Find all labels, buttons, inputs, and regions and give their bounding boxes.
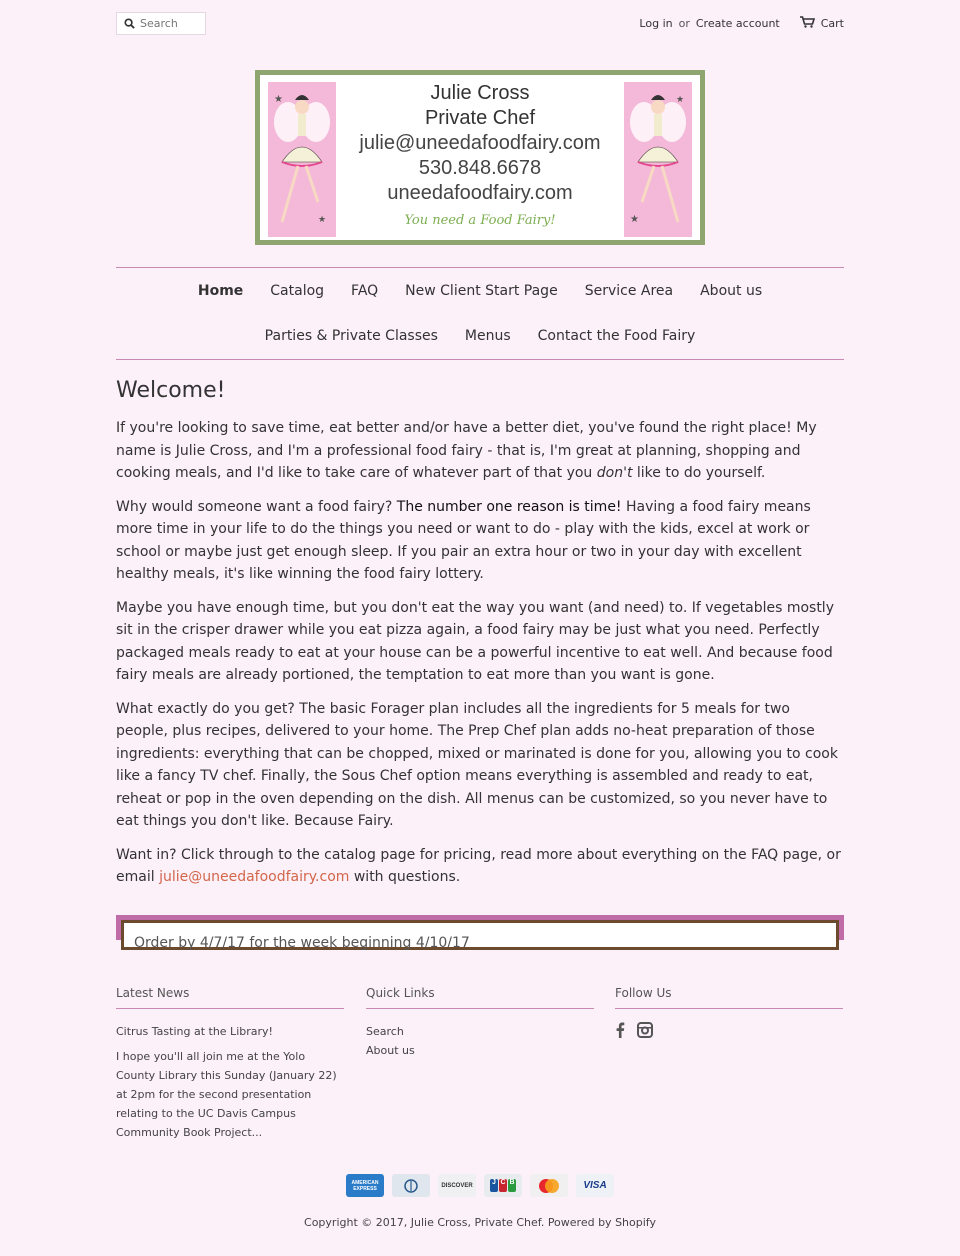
amex-icon: AMERICAN EXPRESS (346, 1174, 384, 1197)
footer-latest-news (116, 986, 344, 1142)
cart-icon (800, 16, 815, 31)
nav-row-1 (116, 268, 844, 313)
payment-icons (0, 1174, 960, 1197)
nav-about-us[interactable]: About us (700, 282, 763, 299)
nav-contact[interactable]: Contact the Food Fairy (537, 327, 696, 344)
why-paragraph: Why would someone want a food fairy? The number one reason is time! Having a food fairy means more time in your life to do the things you need or want to do - play with the kids, excel at work or school or maybe just get enough sleep. If you pair an extra hour or two in your day with excellent healthy meals, it's like winning the food fairy lottery. (116, 498, 811, 582)
time-highlight: The number one reason is time! (396, 498, 622, 515)
svg-text:★: ★ (676, 95, 685, 105)
banner-text: Order by 4/7/17 for the week beginning 4/10/17 (124, 923, 836, 947)
create-account-link[interactable]: Create account (695, 17, 780, 30)
nav-home[interactable]: Home (197, 282, 244, 299)
emphasis-dont: don't (596, 465, 633, 481)
footer-follow-us (615, 986, 843, 1044)
email-link[interactable]: julie@uneedafoodfairy.com (159, 869, 350, 885)
order-banner (116, 915, 844, 951)
diet-paragraph: Maybe you have enough time, but you don't eat the way you want (and need) to. If vegetables mostly sit in the crisper drawer while you eat pizza again, a food fairy may be just what you need. Perfectly packaged meals ready to eat at your house can be a powerful incentive to eat well. And because food fairy meals are already portioned, the temptation to eat more than you want is gone. (116, 599, 834, 683)
footer-link-about-us[interactable]: About us (366, 1044, 415, 1057)
nav-faq[interactable]: FAQ (351, 282, 379, 299)
login-link[interactable]: Log in (639, 17, 673, 30)
mastercard-icon (530, 1174, 568, 1197)
plans-paragraph: What exactly do you get? The basic Forager plan includes all the ingredients for 5 meals for two people, plus recipes, delivered to your home. The Prep Chef plan adds no-heat preparation of those ingredients: everything that can be chopped, mixed or marinated is done for you, allowing you to cook like a fancy TV chef. Finally, the Sous Chef option means everything is assembled and ready to eat, reheat or pop in the oven depending on the dish. All menus can be customized, so you never have to eat things you don't like. Because Fairy. (116, 700, 838, 829)
copyright: Copyright © 2017, Julie Cross, Private Chef. Powered by Shopify (304, 1216, 656, 1229)
or-separator: or (678, 17, 690, 30)
logo-site: uneedafoodfairy.com (387, 182, 573, 204)
news-excerpt: I hope you'll all join me at the Yolo County Library this Sunday (January 22) at 2pm for the second presentation relating to the UC Davis Campus Community Book Project... (116, 1050, 337, 1139)
nav-catalog[interactable]: Catalog (270, 282, 325, 299)
logo-email: julie@uneedafoodfairy.com (359, 132, 601, 154)
discover-icon: DISCOVER (438, 1174, 476, 1197)
instagram-icon[interactable] (637, 1022, 653, 1044)
cart-link[interactable] (800, 16, 844, 31)
fairy-illustration-right (624, 82, 692, 237)
jcb-icon: J C B (484, 1174, 522, 1197)
follow-us-heading: Follow Us (615, 986, 843, 1009)
search-icon[interactable] (120, 18, 138, 29)
quick-links-heading: Quick Links (366, 986, 594, 1009)
cart-label: Cart (820, 17, 844, 30)
nav-parties[interactable]: Parties & Private Classes (264, 327, 438, 344)
search-input[interactable] (138, 17, 202, 30)
visa-icon: VISA (576, 1174, 614, 1197)
account-links (639, 16, 844, 31)
news-article-title[interactable]: Citrus Tasting at the Library! (116, 1025, 273, 1038)
nav-row-2 (116, 313, 844, 358)
diners-icon (392, 1174, 430, 1197)
nav-service-area[interactable]: Service Area (584, 282, 674, 299)
footer-link-search[interactable]: Search (366, 1025, 404, 1038)
page-title: Welcome! (116, 378, 226, 403)
logo-tagline: You need a Food Fairy! (404, 213, 556, 228)
logo-title: Private Chef (424, 107, 536, 129)
nav-menus[interactable]: Menus (464, 327, 511, 344)
footer-quick-links (366, 986, 594, 1060)
fairy-illustration-left (268, 82, 336, 237)
logo-name: Julie Cross (430, 82, 530, 104)
nav-new-client[interactable]: New Client Start Page (405, 282, 558, 299)
logo-phone: 530.848.6678 (418, 157, 542, 179)
main-content (116, 378, 844, 900)
svg-text:★: ★ (630, 214, 639, 225)
cta-paragraph: Want in? Click through to the catalog page for pricing, read more about everything on the FAQ page, or email julie@uneedafoodfairy.com with questions. (116, 846, 841, 885)
intro-paragraph: If you're looking to save time, eat better and/or have a better diet, you've found the right place! My name is Julie Cross, and I'm a professional food fairy - that is, I'm great at planning, shopping and cooking meals, and I'd like to take care of whatever part of that you don't like to do yourself. (116, 420, 817, 481)
svg-text:★: ★ (318, 215, 327, 225)
search-form[interactable] (116, 12, 206, 35)
svg-text:★: ★ (274, 94, 283, 105)
main-nav (116, 267, 844, 360)
site-logo[interactable] (255, 70, 705, 245)
latest-news-heading: Latest News (116, 986, 344, 1009)
facebook-icon[interactable] (615, 1022, 625, 1044)
